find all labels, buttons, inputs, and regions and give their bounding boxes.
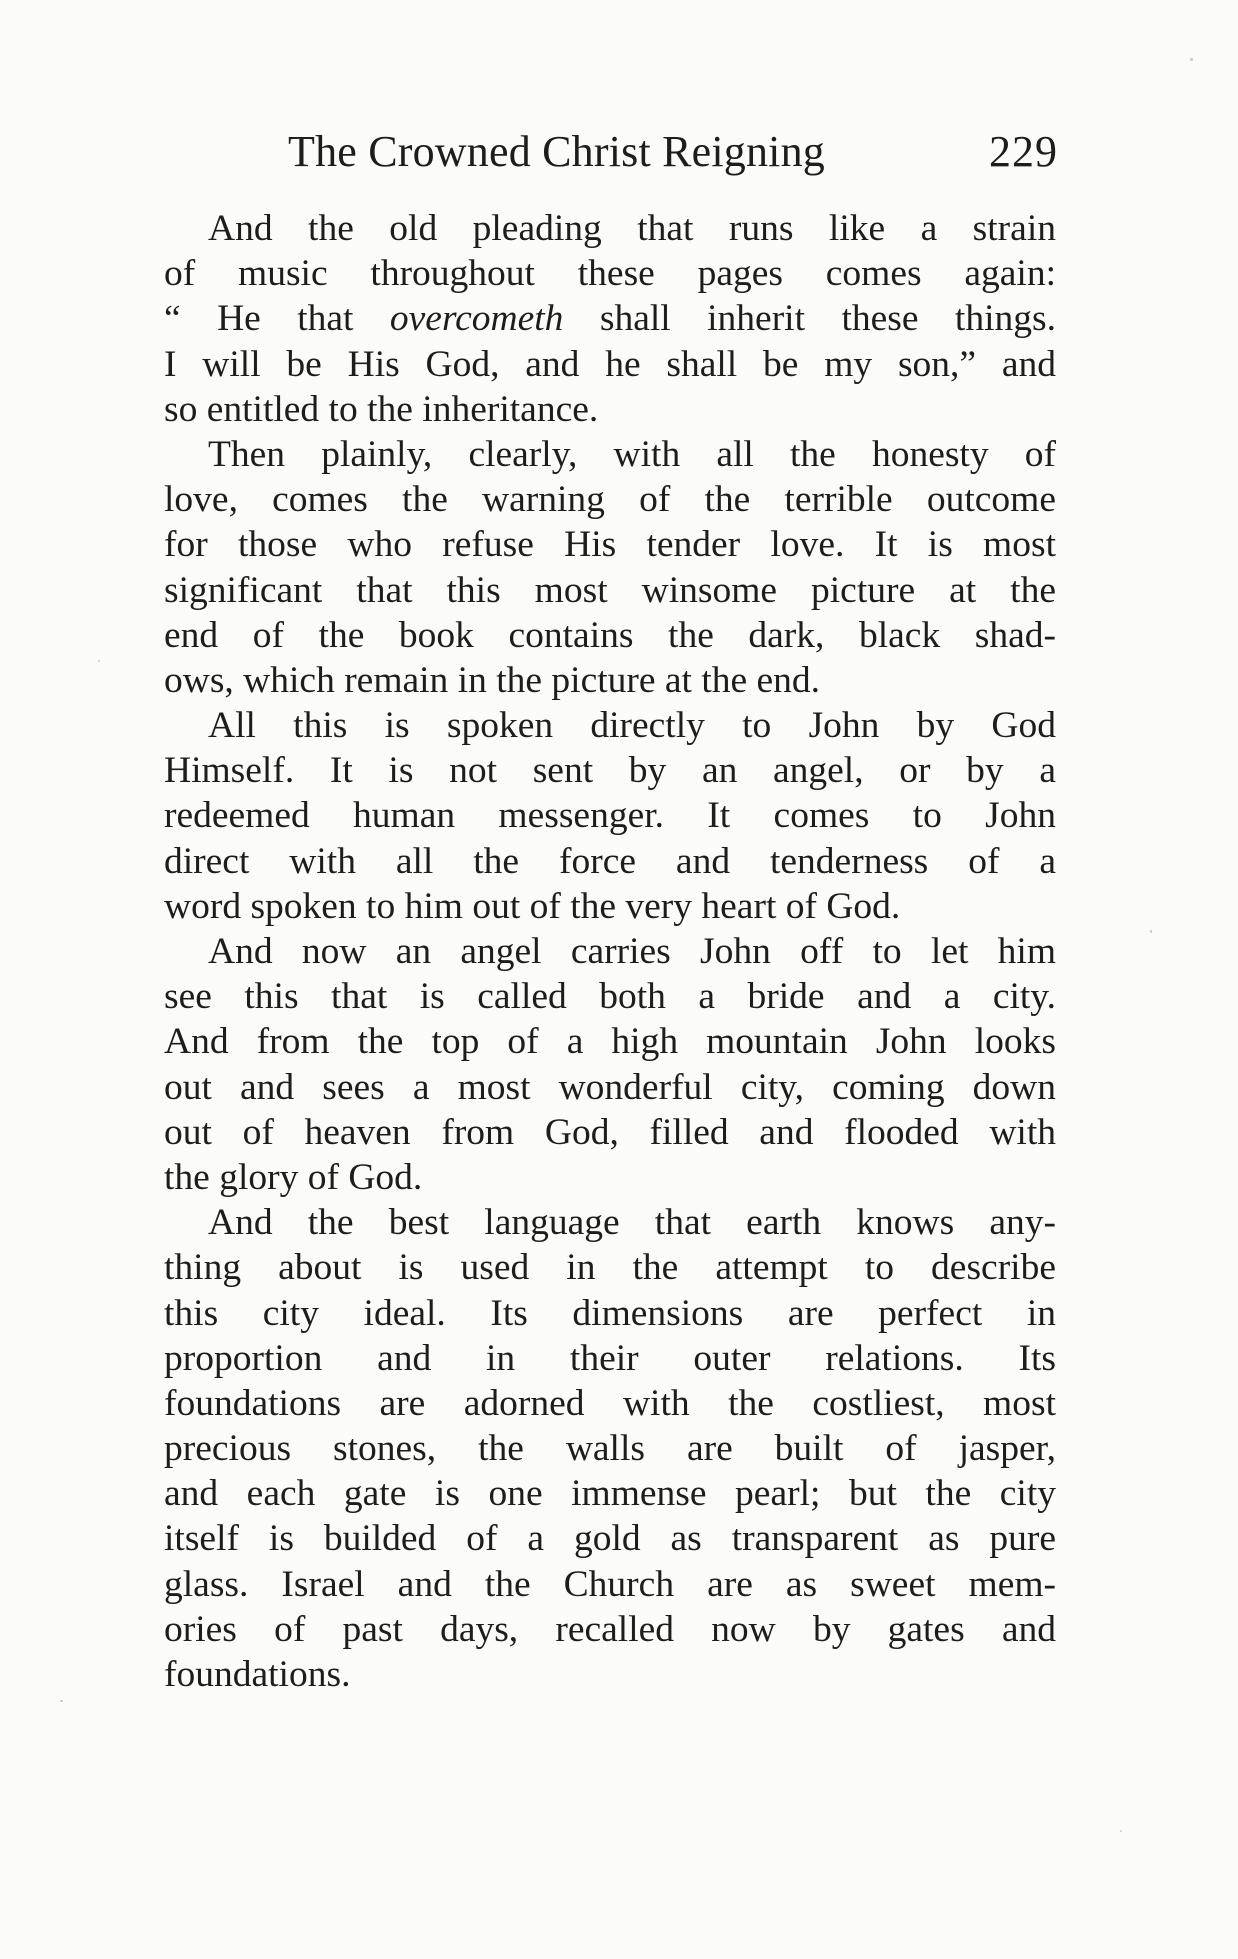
text-segment: foundations are adorned with the costliest, most	[164, 1382, 1056, 1424]
text-segment: direct with all the force and tenderness of a	[164, 840, 1056, 882]
text-segment: of music throughout these pages comes again:	[164, 253, 1056, 295]
text-line	[164, 1381, 1056, 1426]
paragraph	[164, 929, 1056, 1200]
paragraph	[164, 206, 1056, 432]
paragraph	[164, 432, 1056, 703]
text-segment: redeemed human messenger. It comes to John	[164, 795, 1056, 837]
text-line	[164, 1065, 1056, 1110]
running-header	[288, 122, 1058, 182]
text-line	[164, 206, 1056, 251]
text-segment: the glory of God.	[164, 1156, 423, 1198]
text-segment: for those who refuse His tender love. It is most	[164, 524, 1056, 566]
text-segment: Then plainly, clearly, with all the honesty of	[208, 433, 1056, 475]
running-title: The Crowned Christ Reigning	[288, 127, 826, 176]
text-line	[164, 387, 1056, 432]
text-line	[164, 1336, 1056, 1381]
text-segment: this city ideal. Its dimensions are perfect in	[164, 1292, 1056, 1334]
text-line	[164, 929, 1056, 974]
text-segment: All this is spoken directly to John by God	[208, 705, 1056, 747]
text-segment: And now an angel carries John off to let him	[208, 931, 1056, 972]
text-segment: out of heaven from God, filled and flooded with	[164, 1111, 1056, 1153]
text-segment: And the best language that earth knows any-	[208, 1202, 1056, 1244]
italic-word: overcometh	[389, 298, 564, 340]
text-line	[164, 703, 1056, 748]
text-line	[164, 1019, 1056, 1064]
text-line	[164, 1245, 1056, 1290]
text-segment: love, comes the warning of the terrible outcome	[164, 479, 1056, 521]
text-line	[164, 477, 1056, 522]
body-text	[164, 206, 1056, 1697]
text-line	[164, 1607, 1056, 1652]
text-line	[164, 1426, 1056, 1471]
text-segment: foundations.	[164, 1654, 351, 1695]
text-segment: so entitled to the inheritance.	[164, 388, 599, 430]
text-line	[164, 432, 1056, 477]
text-segment: ows, which remain in the picture at the end.	[164, 659, 821, 701]
text-line	[164, 1155, 1056, 1200]
text-segment: “ He that	[164, 298, 390, 340]
text-line	[164, 1516, 1056, 1561]
text-segment: I will be His God, and he shall be my son,” and	[164, 343, 1056, 385]
text-line	[164, 251, 1056, 296]
text-line	[164, 342, 1056, 387]
text-line	[164, 568, 1056, 613]
text-segment: glass. Israel and the Church are as sweet mem-	[164, 1563, 1056, 1605]
text-segment: proportion and in their outer relations. Its	[164, 1337, 1056, 1379]
text-line	[164, 1652, 1056, 1697]
text-segment: And from the top of a high mountain John looks	[164, 1021, 1056, 1063]
text-line	[164, 522, 1056, 567]
text-segment: precious stones, the walls are built of jasper,	[164, 1428, 1056, 1470]
text-line	[164, 793, 1056, 838]
text-line	[164, 1471, 1056, 1516]
paper-speck	[98, 660, 100, 662]
text-line	[164, 884, 1056, 929]
text-segment: and each gate is one immense pearl; but the city	[164, 1473, 1056, 1515]
text-segment: ories of past days, recalled now by gates and	[164, 1608, 1056, 1650]
text-segment: itself is builded of a gold as transparent as pure	[164, 1518, 1056, 1560]
text-segment: see this that is called both a bride and a city.	[164, 976, 1056, 1018]
text-segment: And the old pleading that runs like a strain	[208, 208, 1056, 249]
text-line	[164, 613, 1056, 658]
text-line	[164, 1110, 1056, 1155]
text-line	[164, 1200, 1056, 1245]
text-line	[164, 748, 1056, 793]
text-segment: out and sees a most wonderful city, coming down	[164, 1066, 1056, 1108]
text-segment: end of the book contains the dark, black shad-	[164, 614, 1056, 656]
text-segment: word spoken to him out of the very heart of God.	[164, 885, 901, 927]
text-line	[164, 1291, 1056, 1336]
text-segment: Himself. It is not sent by an angel, or by a	[164, 750, 1056, 792]
text-line	[164, 296, 1056, 341]
paper-speck	[1150, 930, 1152, 933]
text-line	[164, 974, 1056, 1019]
text-segment: shall inherit these things.	[563, 298, 1056, 340]
text-line	[164, 1562, 1056, 1607]
text-line	[164, 658, 1056, 703]
paragraph	[164, 703, 1056, 929]
paper-speck	[60, 1700, 63, 1702]
text-segment: significant that this most winsome picture at the	[164, 569, 1056, 611]
paragraph	[164, 1200, 1056, 1697]
text-segment: thing about is used in the attempt to describe	[164, 1247, 1056, 1289]
paper-speck	[1120, 1830, 1122, 1832]
paper-speck	[1190, 58, 1193, 61]
page-number: 229	[989, 127, 1058, 176]
text-line	[164, 839, 1056, 884]
